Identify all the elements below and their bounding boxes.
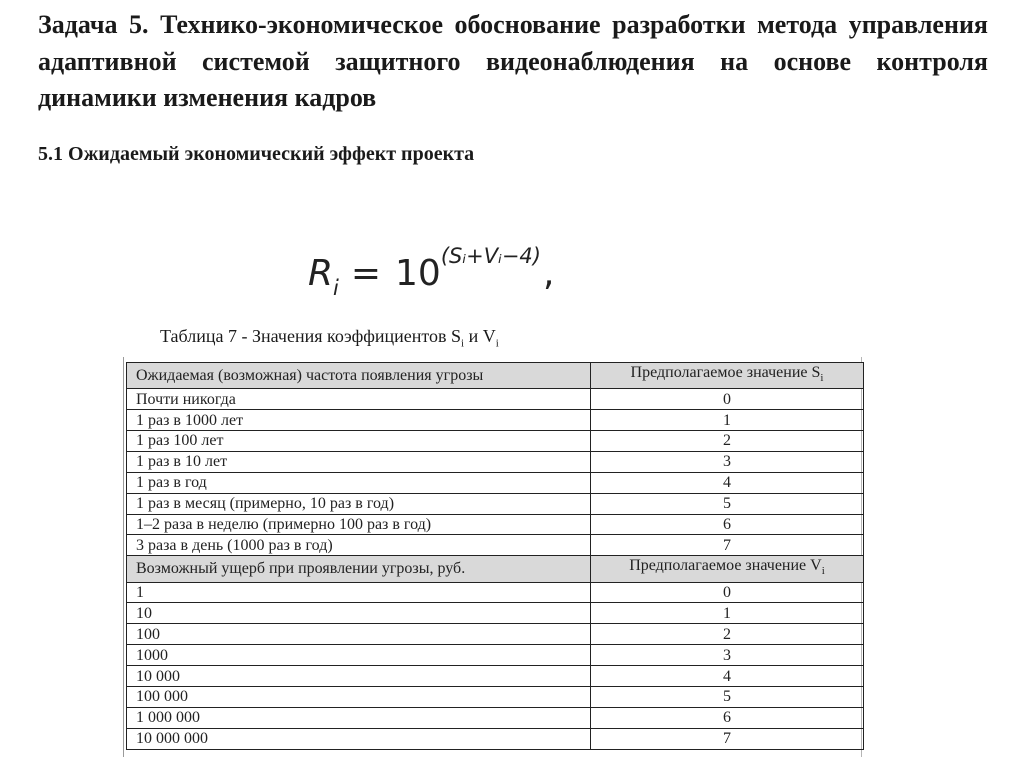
s-row-value: 3 — [591, 451, 864, 472]
formula-lhs: R — [308, 253, 334, 294]
s-row-label: 1 раз в месяц (примерно, 10 раз в год) — [127, 493, 591, 514]
formula-exponent: (Sᵢ+Vᵢ−4) — [440, 244, 541, 268]
s-row-label: 1 раз в 1000 лет — [127, 410, 591, 431]
v-row — [127, 707, 864, 728]
v-row — [127, 603, 864, 624]
caption-sub-s: i — [461, 337, 465, 350]
s-header-value-label: Предполагаемое значение S — [630, 364, 821, 381]
v-row-value: 2 — [591, 624, 864, 645]
v-row-value: 5 — [591, 686, 864, 707]
v-row-label: 100 000 — [127, 686, 591, 707]
v-row-label: 100 — [127, 624, 591, 645]
s-row-value: 4 — [591, 472, 864, 493]
caption-sub-v: i — [495, 337, 499, 350]
s-row — [127, 410, 864, 431]
s-header-frequency: Ожидаемая (возможная) частота появления угрозы — [127, 363, 591, 389]
section-heading: 5.1 Ожидаемый экономический эффект проекта — [38, 143, 475, 165]
s-row-value: 2 — [591, 430, 864, 451]
s-row-value: 1 — [591, 410, 864, 431]
v-row-value: 7 — [591, 728, 864, 749]
s-row-label: 1 раз в 10 лет — [127, 451, 591, 472]
coefficients-table — [126, 362, 864, 750]
s-header-value-sub: i — [820, 372, 824, 385]
s-row — [127, 514, 864, 535]
s-row-label: 1–2 раза в неделю (примерно 100 раз в год) — [127, 514, 591, 535]
s-row-label: Почти никогда — [127, 389, 591, 410]
s-row — [127, 535, 864, 556]
caption-text: Таблица 7 - Значения коэффициентов S — [160, 326, 462, 346]
s-row — [127, 472, 864, 493]
formula-equals: = — [350, 253, 382, 294]
v-row-label: 10 — [127, 603, 591, 624]
s-row-label: 1 раз 100 лет — [127, 430, 591, 451]
coefficients-table-body — [127, 363, 864, 750]
v-header-value — [591, 556, 864, 582]
v-row-label: 10 000 000 — [127, 728, 591, 749]
v-header-damage: Возможный ущерб при проявлении угрозы, руб. — [127, 556, 591, 582]
v-row-value: 6 — [591, 707, 864, 728]
v-row — [127, 645, 864, 666]
v-row-value: 4 — [591, 666, 864, 687]
v-row — [127, 624, 864, 645]
v-row — [127, 728, 864, 749]
formula-comma: , — [542, 253, 555, 294]
s-header-value — [591, 363, 864, 389]
left-border-line — [123, 357, 124, 757]
caption-and: и V — [464, 326, 496, 346]
v-row-label: 10 000 — [127, 666, 591, 687]
s-header-row — [127, 363, 864, 389]
v-row-value: 0 — [591, 582, 864, 603]
v-header-value-label: Предполагаемое значение V — [629, 557, 822, 575]
s-row-value: 6 — [591, 514, 864, 535]
v-row — [127, 666, 864, 687]
s-row-value: 7 — [591, 535, 864, 556]
table-caption — [160, 326, 499, 350]
risk-formula — [308, 226, 554, 318]
v-header-value-sub: i — [821, 565, 825, 578]
s-row — [127, 430, 864, 451]
v-header-row — [127, 556, 864, 582]
s-row-label: 3 раза в день (1000 раз в год) — [127, 535, 591, 556]
s-row-label: 1 раз в год — [127, 472, 591, 493]
s-row — [127, 389, 864, 410]
formula-base: 10 — [395, 253, 441, 294]
v-row-label: 1 — [127, 582, 591, 603]
s-row — [127, 451, 864, 472]
v-row-label: 1000 — [127, 645, 591, 666]
v-row — [127, 686, 864, 707]
v-row-label: 1 000 000 — [127, 707, 591, 728]
v-row-value: 3 — [591, 645, 864, 666]
s-row-value: 5 — [591, 493, 864, 514]
v-row — [127, 582, 864, 603]
v-row-value: 1 — [591, 603, 864, 624]
formula-lhs-subscript: i — [333, 276, 339, 300]
page-title: Задача 5. Технико-экономическое обоснование разработки метода управления адаптивной системой защитного видеонаблюдения на основе контроля динамики изменения кадров — [38, 10, 988, 112]
s-row-value: 0 — [591, 389, 864, 410]
s-row — [127, 493, 864, 514]
